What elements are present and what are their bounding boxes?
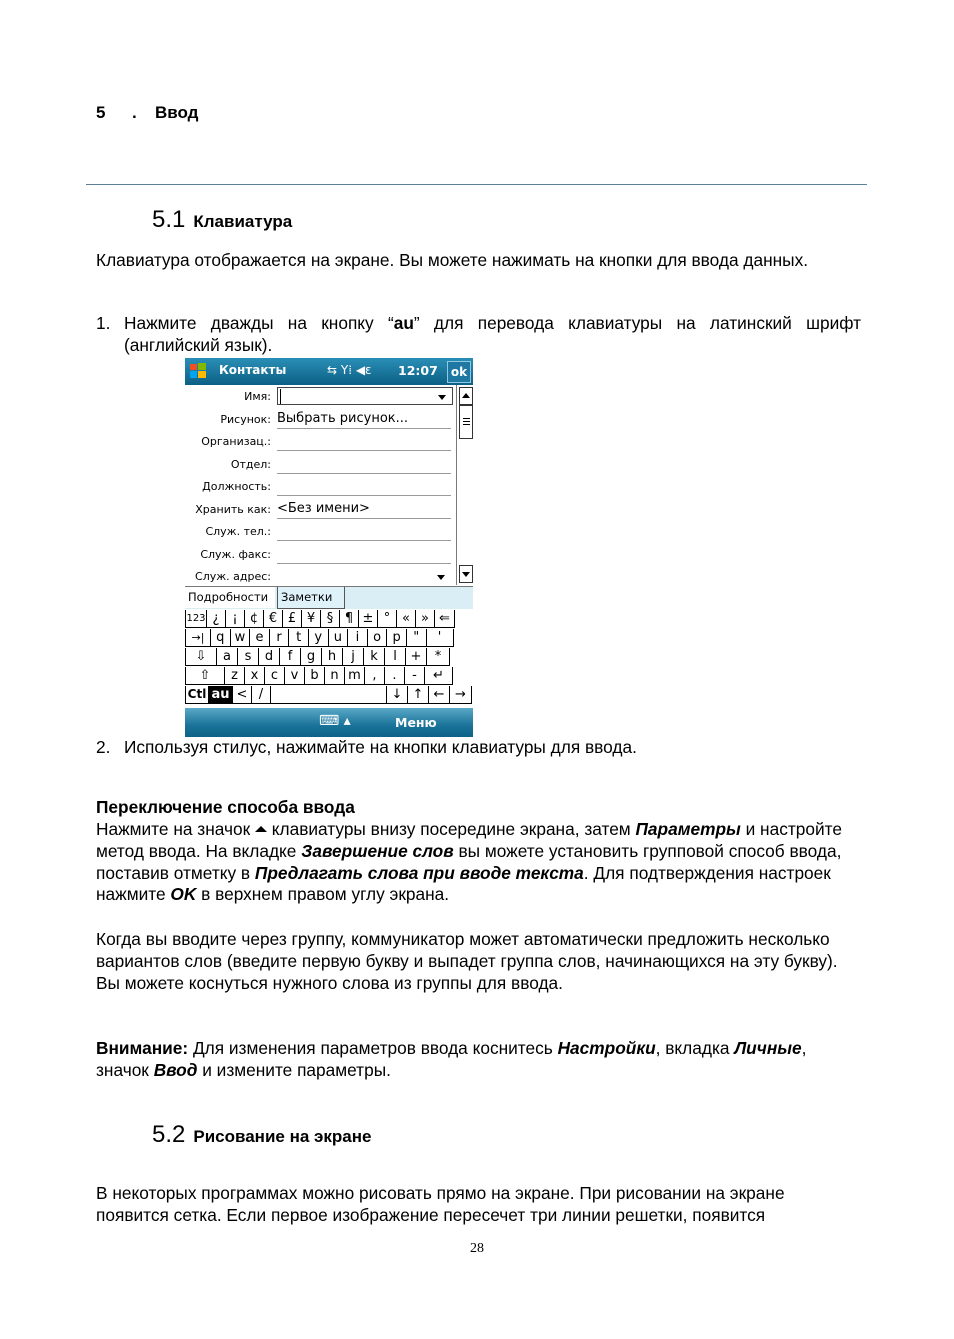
field-label: Имя: xyxy=(244,390,271,403)
chapter-title: Ввод xyxy=(155,103,199,122)
key[interactable]: a xyxy=(217,648,238,666)
form-row-position xyxy=(185,475,456,497)
key[interactable]: * xyxy=(427,648,450,666)
arrow-up-key[interactable]: ↑ xyxy=(408,686,429,704)
keyboard-row-3 xyxy=(185,648,473,667)
clock[interactable]: 12:07 xyxy=(398,363,438,378)
key[interactable]: e xyxy=(250,629,270,647)
tab-notes[interactable]: Заметки xyxy=(277,587,345,609)
key[interactable]: h xyxy=(322,648,343,666)
status-icons[interactable]: ⇆ Y⁞ ◀ε xyxy=(327,363,372,377)
key[interactable]: z xyxy=(225,667,245,685)
list-text xyxy=(124,313,861,357)
key[interactable]: " xyxy=(407,629,427,647)
chapter-dot: . xyxy=(132,103,137,122)
caps-key[interactable]: ⇩ xyxy=(185,648,217,666)
bottom-bar xyxy=(185,708,473,737)
text-part: Нажмите на значок xyxy=(96,819,255,839)
intro-paragraph: Клавиатура отображается на экране. Вы можете нажимать на кнопки для ввода данных. xyxy=(96,250,809,270)
form-row-picture xyxy=(185,408,456,430)
keyboard-row-2 xyxy=(185,629,454,648)
shift-key[interactable]: ⇧ xyxy=(185,667,225,685)
field-label: Хранить как: xyxy=(195,502,271,516)
key[interactable]: » xyxy=(416,610,435,628)
form-row-dept xyxy=(185,453,456,475)
ctl-key[interactable]: Ctl xyxy=(185,686,209,704)
key[interactable]: t xyxy=(289,629,309,647)
key[interactable]: « xyxy=(397,610,416,628)
key[interactable]: s xyxy=(238,648,259,666)
chevron-down-icon[interactable] xyxy=(438,395,446,400)
enter-key[interactable]: ↵ xyxy=(425,667,453,685)
key[interactable]: x xyxy=(245,667,265,685)
field-label: Служ. тел.: xyxy=(205,525,271,538)
windows-start-icon[interactable] xyxy=(189,362,207,380)
emphasis: Настройки xyxy=(557,1038,656,1058)
work-phone-field[interactable] xyxy=(277,523,451,541)
key[interactable]: . xyxy=(385,667,405,685)
form-row-work-fax xyxy=(185,543,456,565)
list-item-2 xyxy=(96,737,861,759)
key[interactable]: v xyxy=(285,667,305,685)
chevron-down-icon[interactable] xyxy=(437,575,445,580)
text-caret xyxy=(280,389,281,404)
draw-paragraph: В некоторых программах можно рисовать прямо на экране. При рисовании на экране появится сетка. Если первое изображение пересечет три линии решетки, появится xyxy=(96,1183,785,1225)
work-address-field[interactable] xyxy=(277,568,451,585)
key[interactable]: c xyxy=(265,667,285,685)
key[interactable]: p xyxy=(387,629,407,647)
work-fax-field[interactable] xyxy=(277,546,451,564)
title-bar xyxy=(185,358,473,385)
arrow-left-key[interactable]: ← xyxy=(429,686,450,704)
text-part: клавиатуры внизу посередине экрана, затем xyxy=(266,819,636,839)
key[interactable]: ¥ xyxy=(302,610,321,628)
keyboard-toggle-icon[interactable]: ⌨ ▴ xyxy=(319,713,351,729)
text-part: , вкладка xyxy=(655,1038,735,1058)
tab-key[interactable]: →| xyxy=(185,629,211,647)
key[interactable]: d xyxy=(259,648,280,666)
key[interactable]: l xyxy=(385,648,406,666)
key[interactable]: € xyxy=(264,610,283,628)
key[interactable]: n xyxy=(325,667,345,685)
list-item-1 xyxy=(96,313,861,357)
key[interactable]: , xyxy=(365,667,385,685)
app-title: Контакты xyxy=(219,363,287,377)
contact-form xyxy=(185,385,456,585)
department-field[interactable] xyxy=(277,456,451,474)
soft-keyboard xyxy=(185,610,473,708)
field-label: Служ. факс: xyxy=(200,547,271,561)
picture-field[interactable]: Выбрать рисунок... xyxy=(277,411,451,429)
backspace-key[interactable]: ⇐ xyxy=(435,610,455,628)
form-row-file-as xyxy=(185,498,456,520)
au-key-label: au xyxy=(393,313,414,333)
key[interactable]: g xyxy=(301,648,322,666)
key[interactable]: o xyxy=(368,629,388,647)
note-paragraph xyxy=(96,1038,861,1082)
field-label: Организац.: xyxy=(201,435,271,448)
caret-up-icon xyxy=(255,826,267,832)
switch-paragraph xyxy=(96,819,861,906)
field-label: Должность: xyxy=(202,480,271,493)
key[interactable]: - xyxy=(405,667,425,685)
arrow-down-key[interactable]: ↓ xyxy=(387,686,408,704)
emphasis: Завершение слов xyxy=(301,840,454,861)
page-number: 28 xyxy=(470,1241,484,1256)
keyboard-row-5 xyxy=(185,686,472,705)
au-key[interactable]: au xyxy=(209,686,233,704)
form-row-work-phone xyxy=(185,520,456,542)
form-row-org xyxy=(185,430,456,452)
list-number: 2. xyxy=(96,737,111,757)
key[interactable]: ' xyxy=(427,629,454,647)
key[interactable]: ¶ xyxy=(340,610,359,628)
key[interactable]: ¿ xyxy=(207,610,226,628)
scroll-thumb[interactable] xyxy=(459,405,473,439)
text-part: Для изменения параметров ввода коснитесь xyxy=(188,1038,558,1058)
key[interactable]: y xyxy=(309,629,329,647)
scroll-up-arrow[interactable] xyxy=(459,387,473,405)
text-part: , значок xyxy=(96,1038,807,1080)
text-part: в верхнем правом углу экрана. xyxy=(196,884,450,905)
emphasis: Параметры xyxy=(635,819,741,839)
text-part: Нажмите дважды на кнопку “ xyxy=(124,313,394,333)
emphasis: OK xyxy=(170,884,197,905)
device-screenshot xyxy=(185,358,473,737)
file-as-field[interactable]: <Без имени> xyxy=(277,501,451,519)
key[interactable]: q xyxy=(211,629,231,647)
keyboard-row-1 xyxy=(185,610,455,629)
field-label: Служ. адрес: xyxy=(195,570,271,583)
key[interactable]: b xyxy=(305,667,325,685)
emphasis: Предлагать слова при вводе текста xyxy=(254,862,584,883)
field-label: Рисунок: xyxy=(220,412,271,426)
header-divider xyxy=(86,184,867,185)
form-row-name xyxy=(185,385,456,407)
keyboard-row-4 xyxy=(185,667,453,686)
key[interactable]: r xyxy=(270,629,290,647)
list-text: Используя стилус, нажимайте на кнопки клавиатуры для ввода. xyxy=(124,737,637,757)
arrow-right-key[interactable]: → xyxy=(450,686,472,704)
menu-button[interactable]: Меню xyxy=(395,715,437,730)
key[interactable]: < xyxy=(233,686,252,704)
text-part: и измените параметры. xyxy=(197,1059,391,1080)
switch-heading: Переключение способа ввода xyxy=(96,797,355,817)
key[interactable]: ± xyxy=(359,610,378,628)
key[interactable]: £ xyxy=(283,610,302,628)
emphasis: Личные xyxy=(734,1038,802,1058)
section-5-2-heading xyxy=(152,1121,372,1149)
key[interactable]: + xyxy=(406,648,427,666)
key[interactable]: ¢ xyxy=(245,610,264,628)
key[interactable]: § xyxy=(321,610,340,628)
key[interactable]: u xyxy=(329,629,349,647)
section-number: 5.2 xyxy=(152,1121,186,1148)
key[interactable]: ¡ xyxy=(226,610,245,628)
key[interactable]: f xyxy=(280,648,301,666)
emphasis: Ввод xyxy=(153,1059,198,1080)
field-label: Отдел: xyxy=(230,457,271,471)
key[interactable]: i xyxy=(348,629,368,647)
text-part: и настройте метод ввода. На вкладке xyxy=(96,819,842,861)
group-paragraph: Когда вы вводите через группу, коммуникатор может автоматически предложить несколько вариантов слов (введите первую букву и выпадет группа слов, начинающихся на эту букву). Вы можете коснуться нужного слова из группы для ввода. xyxy=(96,929,838,993)
note-label: Внимание: xyxy=(96,1038,189,1058)
section-number: 5.1 xyxy=(152,206,186,233)
text-part: . Для подтверждения настроек нажмите xyxy=(96,862,831,905)
key[interactable]: / xyxy=(252,686,271,704)
space-key[interactable] xyxy=(271,686,387,704)
organization-field[interactable] xyxy=(277,433,451,451)
key[interactable]: k xyxy=(364,648,385,666)
key[interactable]: w xyxy=(231,629,251,647)
ok-button[interactable]: ok xyxy=(447,361,471,383)
key[interactable]: ° xyxy=(378,610,397,628)
chapter-heading xyxy=(96,103,198,123)
key[interactable]: m xyxy=(345,667,365,685)
tab-details[interactable]: Подробности xyxy=(185,587,275,608)
vertical-scrollbar[interactable] xyxy=(456,385,473,585)
section-title: Рисование на экране xyxy=(193,1127,372,1146)
section-5-1-heading xyxy=(152,206,292,234)
form-row-work-address xyxy=(185,565,456,587)
key[interactable]: j xyxy=(343,648,364,666)
text-part: вы можете установить групповой способ ввода, поставив отметку в xyxy=(96,840,842,883)
position-field[interactable] xyxy=(277,478,451,496)
section-title: Клавиатура xyxy=(193,212,293,231)
scroll-down-arrow[interactable] xyxy=(459,565,473,583)
chapter-number: 5 xyxy=(96,103,106,122)
list-number: 1. xyxy=(96,313,111,333)
name-input[interactable] xyxy=(277,387,453,405)
key[interactable]: 123 xyxy=(185,610,207,628)
tab-strip xyxy=(185,586,473,609)
text-part: ” для перевода клавиатуры на латинский шрифт (английский язык). xyxy=(124,313,861,355)
